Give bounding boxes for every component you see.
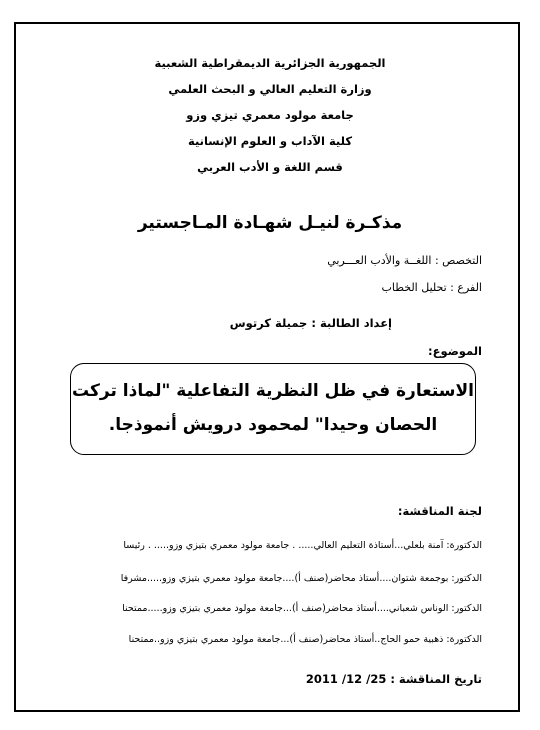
committee-member: الدكتور: الوناس شعباني....أستاذ محاضر(صنف أ)...جامعة مولود معمري بتيزي وزو.....ممتحنا: [122, 603, 482, 614]
student-name: إعداد الطالبة : جميلة كرتوس: [229, 316, 392, 330]
thesis-title: مذكـرة لنيـل شهـادة المـاجستير: [137, 213, 403, 233]
defense-date: تاريخ المناقشة : 25/ 12/ 2011: [305, 672, 482, 686]
specialty: التخصص : اللغــة والأدب العـــربي: [327, 254, 482, 267]
header-department: قسم اللغة و الأدب العربي: [197, 160, 343, 174]
subject-line-2: الحصان وحيدا" لمحمود درويش أنموذجا.: [108, 415, 438, 435]
header-republic: الجمهورية الجزائرية الديمقراطية الشعبية: [154, 56, 386, 70]
header-university: جامعة مولود معمري تيزي وزو: [186, 108, 354, 122]
subject-line-1: الاستعارة في ظل النظرية التفاعلية "لماذا تركت: [72, 381, 474, 401]
committee-member: الدكتور: بوجمعة شتوان....أستاذ محاضر(صنف أ)....جامعة مولود معمري بتيزي وزو.....مشرفا: [120, 573, 482, 584]
header-faculty: كلية الآداب و العلوم الإنسانية: [187, 134, 353, 148]
branch: الفرع : تحليل الخطاب: [381, 281, 482, 294]
committee-member: الدكتورة: آمنة بلعلي...أستاذة التعليم العالي..... . جامعة مولود معمري بتيزي وزو..... . رئيسا: [123, 540, 482, 551]
subject-label: الموضوع:: [428, 344, 482, 358]
committee-member: الدكتورة: ذهبية حمو الحاج..أستاذ محاضر(صنف أ)...جامعة مولود معمري بتيزي وزو..ممتحنا: [128, 634, 482, 645]
subject-box: [70, 363, 476, 455]
committee-label: لجنة المناقشة:: [397, 504, 482, 518]
header-ministry: وزارة التعليم العالي و البحث العلمي: [168, 82, 372, 96]
